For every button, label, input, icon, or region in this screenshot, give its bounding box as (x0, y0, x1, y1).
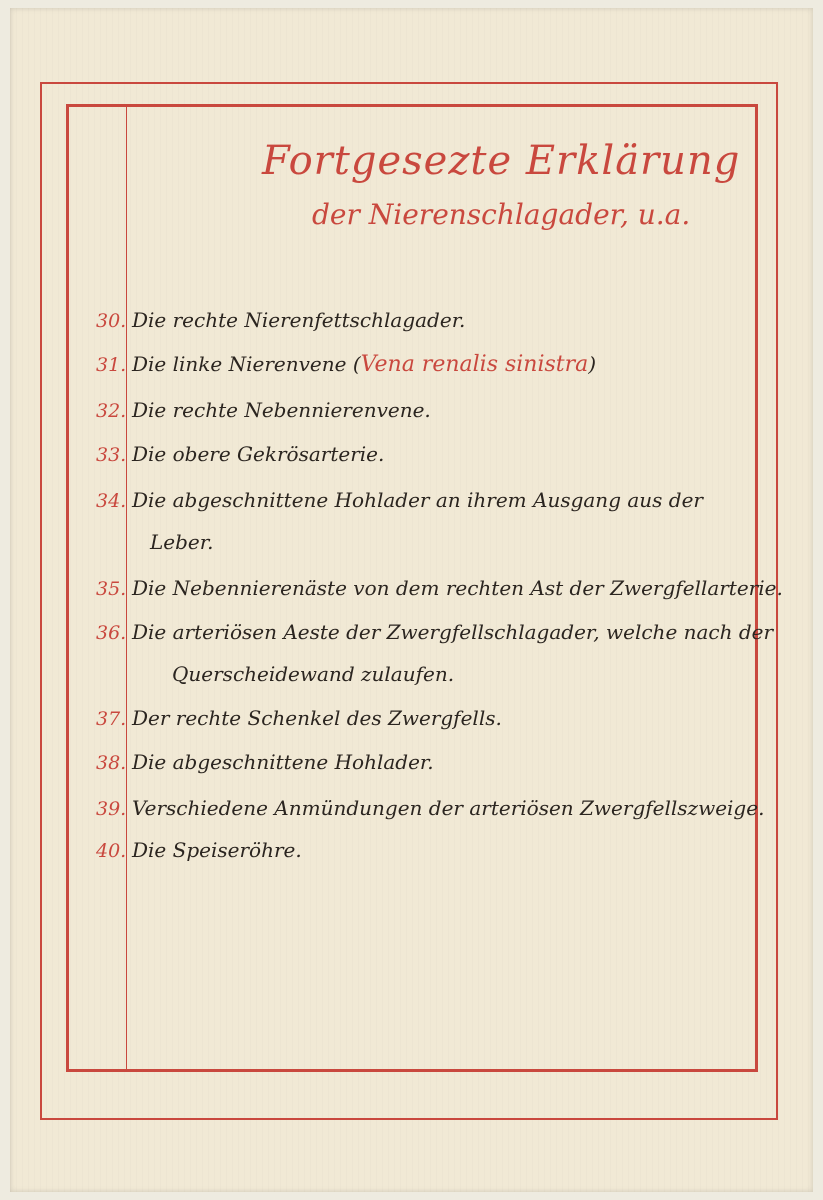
title-line-2: der Nierenschlagader, u.a. (312, 198, 691, 231)
latin-term: Vena renalis sinistra (360, 352, 589, 377)
entry-number: 37. (96, 708, 127, 730)
entry-text: Die abgeschnittene Hohlader an ihrem Ausgang aus der (132, 488, 703, 512)
entry-number: 39. (96, 798, 127, 820)
entry-text: Die rechte Nebennierenvene. (132, 398, 431, 422)
entry-number: 35. (96, 578, 127, 600)
entry-text-line (132, 352, 596, 377)
entry-number: 36. (96, 622, 127, 644)
entry-text: Die abgeschnittene Hohlader. (132, 750, 434, 774)
entry-number: 32. (96, 400, 127, 422)
entry-number: 40. (96, 840, 127, 862)
entry-text: Die Nebennierenäste von dem rechten Ast der Zwergfellarterie. (132, 576, 783, 600)
entry-continuation: Leber. (150, 530, 214, 554)
entry-text: Der rechte Schenkel des Zwergfells. (132, 706, 502, 730)
entry-text: Die arteriösen Aeste der Zwergfellschlagader, welche nach der (132, 620, 774, 644)
title-line-1: Fortgesezte Erklärung (262, 138, 741, 184)
entry-number: 38. (96, 752, 127, 774)
entry-number: 34. (96, 490, 127, 512)
entry-continuation: Querscheidewand zulaufen. (172, 662, 455, 686)
entry-number: 31. (96, 354, 127, 376)
entry-text: Die Speiseröhre. (132, 838, 302, 862)
entry-text-tail: ) (588, 352, 597, 376)
entry-number: 33. (96, 444, 127, 466)
entry-number: 30. (96, 310, 127, 332)
entry-text: Die obere Gekrösarterie. (132, 442, 385, 466)
entry-text: Die linke Nierenvene ( (132, 352, 361, 376)
entry-text: Verschiedene Anmündungen der arteriösen Zwergfellszweige. (132, 796, 765, 820)
entry-text: Die rechte Nierenfettschlagader. (132, 308, 466, 332)
